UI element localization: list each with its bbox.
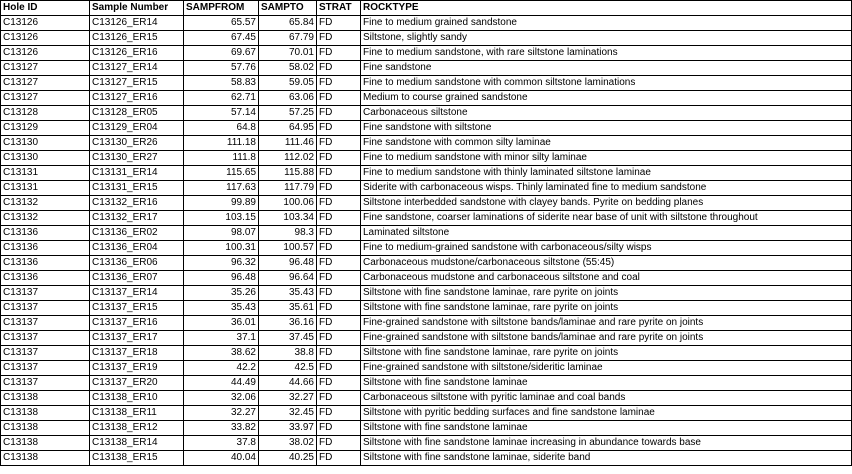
strat-cell: FD — [317, 361, 361, 376]
sampfrom-cell: 67.45 — [184, 31, 259, 46]
strat-cell: FD — [317, 121, 361, 136]
sampto-cell: 98.3 — [259, 226, 317, 241]
strat-cell: FD — [317, 46, 361, 61]
sample-number-cell: C13138_ER12 — [90, 421, 184, 436]
header-row — [1, 1, 852, 16]
rocktype-cell: Laminated siltstone — [361, 226, 852, 241]
hole-id-cell: C13128 — [1, 106, 90, 121]
sampto-cell: 58.02 — [259, 61, 317, 76]
rocktype-cell: Fine to medium sandstone with common siltstone laminations — [361, 76, 852, 91]
sample-number-cell: C13136_ER06 — [90, 256, 184, 271]
table-row — [1, 136, 852, 151]
sampfrom-cell: 57.14 — [184, 106, 259, 121]
table-row — [1, 226, 852, 241]
sampfrom-cell: 36.01 — [184, 316, 259, 331]
sample-number-cell: C13136_ER04 — [90, 241, 184, 256]
table-row — [1, 361, 852, 376]
sampto-cell: 37.45 — [259, 331, 317, 346]
sample-number-cell: C13137_ER15 — [90, 301, 184, 316]
sampto-cell: 96.64 — [259, 271, 317, 286]
sampto-cell: 35.43 — [259, 286, 317, 301]
header-sampto: SAMPTO — [259, 1, 317, 16]
hole-id-cell: C13138 — [1, 436, 90, 451]
rocktype-cell: Siltstone with fine sandstone laminae, rare pyrite on joints — [361, 346, 852, 361]
hole-id-cell: C13130 — [1, 136, 90, 151]
sample-number-cell: C13126_ER15 — [90, 31, 184, 46]
strat-cell: FD — [317, 106, 361, 121]
strat-cell: FD — [317, 76, 361, 91]
hole-id-cell: C13137 — [1, 301, 90, 316]
hole-id-cell: C13137 — [1, 361, 90, 376]
sampto-cell: 67.79 — [259, 31, 317, 46]
hole-id-cell: C13137 — [1, 331, 90, 346]
rocktype-cell: Fine to medium sandstone with minor silty laminae — [361, 151, 852, 166]
sample-number-cell: C13126_ER16 — [90, 46, 184, 61]
sampto-cell: 100.57 — [259, 241, 317, 256]
sampto-cell: 115.88 — [259, 166, 317, 181]
sampfrom-cell: 38.62 — [184, 346, 259, 361]
rocktype-cell: Carbonaceous mudstone/carbonaceous siltstone (55:45) — [361, 256, 852, 271]
sample-number-cell: C13130_ER27 — [90, 151, 184, 166]
strat-cell: FD — [317, 136, 361, 151]
table-row — [1, 451, 852, 466]
sample-number-cell: C13138_ER14 — [90, 436, 184, 451]
hole-id-cell: C13136 — [1, 241, 90, 256]
strat-cell: FD — [317, 286, 361, 301]
sampfrom-cell: 100.31 — [184, 241, 259, 256]
strat-cell: FD — [317, 421, 361, 436]
sample-number-cell: C13138_ER15 — [90, 451, 184, 466]
rocktype-cell: Fine sandstone with siltstone — [361, 121, 852, 136]
strat-cell: FD — [317, 346, 361, 361]
table-row — [1, 46, 852, 61]
strat-cell: FD — [317, 301, 361, 316]
rocktype-cell: Siltstone with fine sandstone laminae, siderite band — [361, 451, 852, 466]
table-row — [1, 196, 852, 211]
sample-number-cell: C13137_ER20 — [90, 376, 184, 391]
strat-cell: FD — [317, 226, 361, 241]
sample-number-cell: C13137_ER14 — [90, 286, 184, 301]
sample-number-cell: C13132_ER16 — [90, 196, 184, 211]
sampto-cell: 40.25 — [259, 451, 317, 466]
table-row — [1, 31, 852, 46]
sampto-cell: 38.8 — [259, 346, 317, 361]
sampfrom-cell: 96.48 — [184, 271, 259, 286]
sample-number-cell: C13138_ER11 — [90, 406, 184, 421]
sample-number-cell: C13137_ER19 — [90, 361, 184, 376]
rocktype-cell: Siltstone with fine sandstone laminae — [361, 376, 852, 391]
sample-number-cell: C13138_ER10 — [90, 391, 184, 406]
hole-id-cell: C13138 — [1, 406, 90, 421]
sampfrom-cell: 65.57 — [184, 16, 259, 31]
hole-id-cell: C13137 — [1, 346, 90, 361]
sampto-cell: 42.5 — [259, 361, 317, 376]
sampfrom-cell: 44.49 — [184, 376, 259, 391]
strat-cell: FD — [317, 211, 361, 226]
strat-cell: FD — [317, 151, 361, 166]
table-row — [1, 346, 852, 361]
rocktype-cell: Siltstone with pyritic bedding surfaces and fine sandstone laminae — [361, 406, 852, 421]
sampfrom-cell: 32.06 — [184, 391, 259, 406]
table-row — [1, 286, 852, 301]
hole-id-cell: C13127 — [1, 76, 90, 91]
hole-id-cell: C13136 — [1, 256, 90, 271]
rocktype-cell: Medium to course grained sandstone — [361, 91, 852, 106]
rocktype-cell: Siltstone with fine sandstone laminae, rare pyrite on joints — [361, 286, 852, 301]
sampto-cell: 63.06 — [259, 91, 317, 106]
table-row — [1, 151, 852, 166]
rocktype-cell: Siltstone interbedded sandstone with clayey bands. Pyrite on bedding planes — [361, 196, 852, 211]
sampto-cell: 59.05 — [259, 76, 317, 91]
table-body — [1, 16, 852, 466]
table-row — [1, 76, 852, 91]
sampfrom-cell: 40.04 — [184, 451, 259, 466]
sampto-cell: 103.34 — [259, 211, 317, 226]
sampfrom-cell: 99.89 — [184, 196, 259, 211]
rocktype-cell: Siltstone with fine sandstone laminae increasing in abundance towards base — [361, 436, 852, 451]
rocktype-cell: Fine sandstone, coarser laminations of siderite near base of unit with siltstone throughout — [361, 211, 852, 226]
hole-id-cell: C13137 — [1, 286, 90, 301]
strat-cell: FD — [317, 316, 361, 331]
strat-cell: FD — [317, 166, 361, 181]
table-row — [1, 316, 852, 331]
strat-cell: FD — [317, 451, 361, 466]
sample-number-cell: C13128_ER05 — [90, 106, 184, 121]
sampto-cell: 35.61 — [259, 301, 317, 316]
sample-number-cell: C13137_ER18 — [90, 346, 184, 361]
hole-id-cell: C13129 — [1, 121, 90, 136]
sample-number-cell: C13129_ER04 — [90, 121, 184, 136]
rocktype-cell: Siderite with carbonaceous wisps. Thinly laminated fine to medium sandstone — [361, 181, 852, 196]
sampto-cell: 38.02 — [259, 436, 317, 451]
hole-id-cell: C13131 — [1, 181, 90, 196]
hole-id-cell: C13126 — [1, 31, 90, 46]
table-row — [1, 376, 852, 391]
table-row — [1, 391, 852, 406]
rocktype-cell: Fine to medium sandstone, with rare siltstone laminations — [361, 46, 852, 61]
header-sampfrom: SAMPFROM — [184, 1, 259, 16]
sampfrom-cell: 69.67 — [184, 46, 259, 61]
sampfrom-cell: 103.15 — [184, 211, 259, 226]
table-row — [1, 256, 852, 271]
table-row — [1, 241, 852, 256]
sampto-cell: 32.45 — [259, 406, 317, 421]
hole-id-cell: C13127 — [1, 61, 90, 76]
sampfrom-cell: 111.18 — [184, 136, 259, 151]
hole-id-cell: C13126 — [1, 16, 90, 31]
sampfrom-cell: 35.26 — [184, 286, 259, 301]
sampto-cell: 112.02 — [259, 151, 317, 166]
rocktype-cell: Fine-grained sandstone with siltstone/sideritic laminae — [361, 361, 852, 376]
sampfrom-cell: 35.43 — [184, 301, 259, 316]
sampto-cell: 44.66 — [259, 376, 317, 391]
sampto-cell: 70.01 — [259, 46, 317, 61]
strat-cell: FD — [317, 406, 361, 421]
table-row — [1, 106, 852, 121]
rocktype-cell: Carbonaceous mudstone and carbonaceous siltstone and coal — [361, 271, 852, 286]
sampto-cell: 64.95 — [259, 121, 317, 136]
sample-number-cell: C13126_ER14 — [90, 16, 184, 31]
hole-id-cell: C13138 — [1, 421, 90, 436]
sampto-cell: 65.84 — [259, 16, 317, 31]
hole-id-cell: C13126 — [1, 46, 90, 61]
sampto-cell: 36.16 — [259, 316, 317, 331]
header-hole-id: Hole ID — [1, 1, 90, 16]
sampto-cell: 33.97 — [259, 421, 317, 436]
sampfrom-cell: 115.65 — [184, 166, 259, 181]
rocktype-cell: Fine sandstone with common silty laminae — [361, 136, 852, 151]
strat-cell: FD — [317, 376, 361, 391]
strat-cell: FD — [317, 256, 361, 271]
sample-number-cell: C13132_ER17 — [90, 211, 184, 226]
sample-number-cell: C13127_ER16 — [90, 91, 184, 106]
rocktype-cell: Carbonaceous siltstone with pyritic laminae and coal bands — [361, 391, 852, 406]
sample-number-cell: C13131_ER14 — [90, 166, 184, 181]
sampfrom-cell: 32.27 — [184, 406, 259, 421]
rocktype-cell: Siltstone with fine sandstone laminae — [361, 421, 852, 436]
strat-cell: FD — [317, 31, 361, 46]
strat-cell: FD — [317, 16, 361, 31]
strat-cell: FD — [317, 91, 361, 106]
hole-id-cell: C13138 — [1, 391, 90, 406]
table-row — [1, 421, 852, 436]
sampfrom-cell: 37.8 — [184, 436, 259, 451]
table-row — [1, 181, 852, 196]
table-row — [1, 406, 852, 421]
table-row — [1, 331, 852, 346]
sampfrom-cell: 62.71 — [184, 91, 259, 106]
sample-number-cell: C13137_ER17 — [90, 331, 184, 346]
sampto-cell: 111.46 — [259, 136, 317, 151]
strat-cell: FD — [317, 391, 361, 406]
strat-cell: FD — [317, 436, 361, 451]
hole-id-cell: C13137 — [1, 316, 90, 331]
strat-cell: FD — [317, 271, 361, 286]
strat-cell: FD — [317, 331, 361, 346]
sampfrom-cell: 42.2 — [184, 361, 259, 376]
rocktype-cell: Fine to medium grained sandstone — [361, 16, 852, 31]
sampto-cell: 117.79 — [259, 181, 317, 196]
rocktype-cell: Siltstone with fine sandstone laminae, rare pyrite on joints — [361, 301, 852, 316]
table-row — [1, 211, 852, 226]
rocktype-cell: Fine sandstone — [361, 61, 852, 76]
table-row — [1, 16, 852, 31]
sample-number-cell: C13136_ER07 — [90, 271, 184, 286]
table-row — [1, 436, 852, 451]
sample-number-cell: C13131_ER15 — [90, 181, 184, 196]
strat-cell: FD — [317, 196, 361, 211]
sampfrom-cell: 64.8 — [184, 121, 259, 136]
sample-number-cell: C13136_ER02 — [90, 226, 184, 241]
sampto-cell: 100.06 — [259, 196, 317, 211]
table-row — [1, 91, 852, 106]
strat-cell: FD — [317, 181, 361, 196]
hole-id-cell: C13136 — [1, 226, 90, 241]
sample-number-cell: C13127_ER15 — [90, 76, 184, 91]
hole-id-cell: C13131 — [1, 166, 90, 181]
hole-id-cell: C13130 — [1, 151, 90, 166]
sample-number-cell: C13137_ER16 — [90, 316, 184, 331]
table-row — [1, 121, 852, 136]
sampfrom-cell: 96.32 — [184, 256, 259, 271]
sampto-cell: 96.48 — [259, 256, 317, 271]
table-row — [1, 61, 852, 76]
sampfrom-cell: 117.63 — [184, 181, 259, 196]
sample-number-cell: C13127_ER14 — [90, 61, 184, 76]
strat-cell: FD — [317, 61, 361, 76]
rocktype-cell: Fine to medium sandstone with thinly laminated siltstone laminae — [361, 166, 852, 181]
sampfrom-cell: 37.1 — [184, 331, 259, 346]
rocktype-cell: Carbonaceous siltstone — [361, 106, 852, 121]
sampfrom-cell: 98.07 — [184, 226, 259, 241]
hole-id-cell: C13138 — [1, 451, 90, 466]
table-row — [1, 301, 852, 316]
rocktype-cell: Siltstone, slightly sandy — [361, 31, 852, 46]
rocktype-cell: Fine-grained sandstone with siltstone bands/laminae and rare pyrite on joints — [361, 331, 852, 346]
rocktype-cell: Fine-grained sandstone with siltstone bands/laminae and rare pyrite on joints — [361, 316, 852, 331]
header-strat: STRAT — [317, 1, 361, 16]
sampto-cell: 32.27 — [259, 391, 317, 406]
hole-id-cell: C13132 — [1, 196, 90, 211]
hole-id-cell: C13136 — [1, 271, 90, 286]
rocktype-cell: Fine to medium-grained sandstone with carbonaceous/silty wisps — [361, 241, 852, 256]
hole-id-cell: C13127 — [1, 91, 90, 106]
sampfrom-cell: 58.83 — [184, 76, 259, 91]
table-row — [1, 271, 852, 286]
header-rocktype: ROCKTYPE — [361, 1, 852, 16]
strat-cell: FD — [317, 241, 361, 256]
sampfrom-cell: 111.8 — [184, 151, 259, 166]
hole-id-cell: C13137 — [1, 376, 90, 391]
table-row — [1, 166, 852, 181]
sampto-cell: 57.25 — [259, 106, 317, 121]
sampfrom-cell: 33.82 — [184, 421, 259, 436]
header-sample-number: Sample Number — [90, 1, 184, 16]
sample-number-cell: C13130_ER26 — [90, 136, 184, 151]
hole-id-cell: C13132 — [1, 211, 90, 226]
sampfrom-cell: 57.76 — [184, 61, 259, 76]
